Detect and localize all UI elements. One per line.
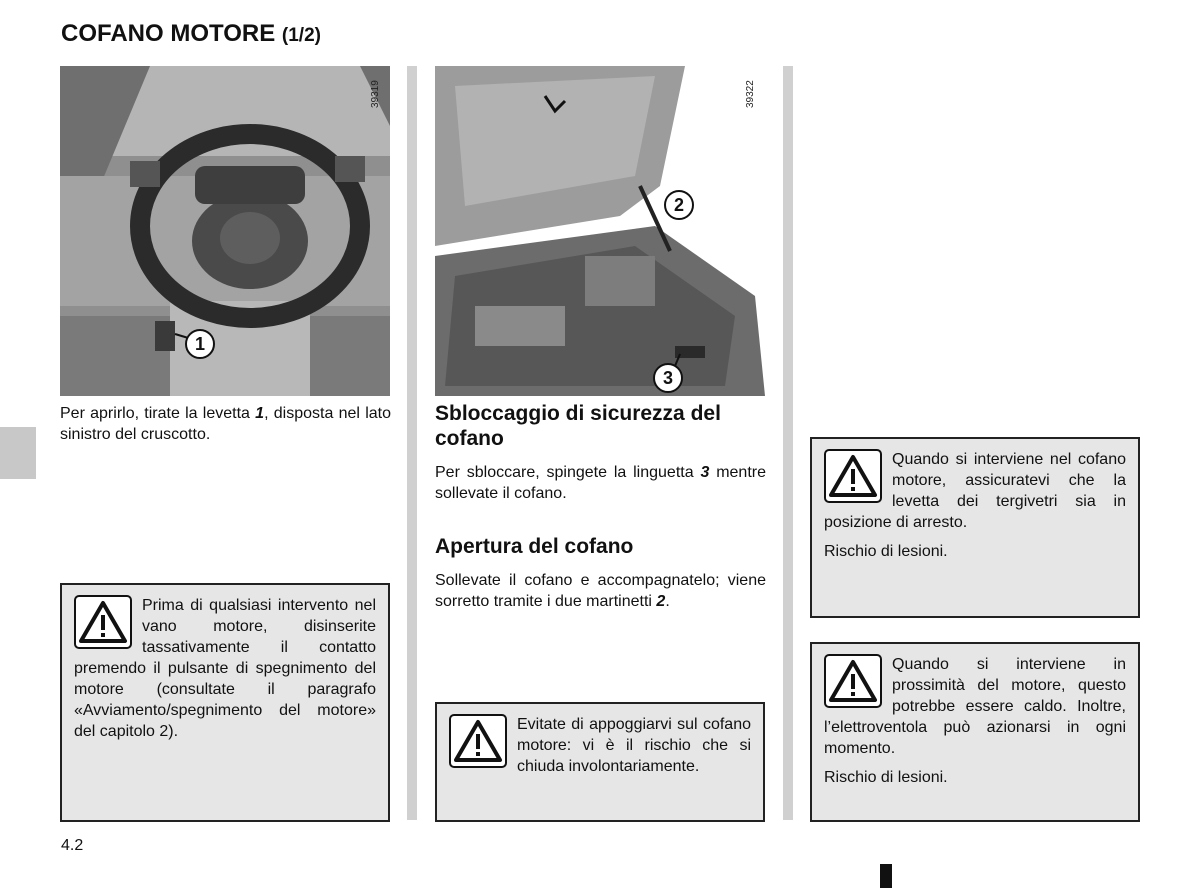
page-edge-marker xyxy=(880,864,892,888)
warning-triangle-icon xyxy=(449,714,507,768)
warning-text: Evitate di appoggiarvi sul cofano motore: vi è il rischio che si chiuda involontariamente. xyxy=(517,716,751,775)
section1-text-prefix: Per sbloccare, spingete la linguetta xyxy=(435,464,701,481)
left-paragraph xyxy=(60,403,391,445)
callout-marker-2: 2 xyxy=(664,190,694,220)
engine-bay-photo xyxy=(435,66,765,396)
left-text-suffix: , disposta nel lato sinistro del cruscotto. xyxy=(60,405,391,443)
chapter-tab-marker xyxy=(0,427,36,479)
title-main: COFANO MOTORE xyxy=(61,20,276,47)
callout-marker-1: 1 xyxy=(185,329,215,359)
photo-reference-number: 39319 xyxy=(370,80,381,108)
page-number: 4.2 xyxy=(61,837,84,854)
section-heading-safety-release: Sbloccaggio di sicurezza del cofano xyxy=(435,402,721,450)
title-part: (1/2) xyxy=(281,25,321,46)
section2-text-suffix: . xyxy=(665,593,670,610)
warning-text: Prima di qualsiasi intervento nel vano motore, disinserite tassativamente il contatto premendo il pulsante di spegnimento del motore (consultate il paragrafo «Avviamento/spegnimento del motore» del capitolo 2). xyxy=(74,597,376,740)
section2-text-ref: 2 xyxy=(656,593,666,610)
warning-triangle-icon xyxy=(74,595,132,649)
warning-triangle-icon xyxy=(824,449,882,503)
section1-text-ref: 3 xyxy=(700,464,710,481)
column-divider-right xyxy=(783,66,793,820)
warning-callout-wipers xyxy=(810,437,1140,618)
photo-reference-number: 39322 xyxy=(745,80,756,108)
dashboard-photo xyxy=(60,66,390,396)
callout-marker-3: 3 xyxy=(653,363,683,393)
section2-text-prefix: Sollevate il cofano e accompagnatelo; viene sorretto tramite i due martinetti xyxy=(435,572,766,610)
warning-risk-note: Rischio di lesioni. xyxy=(824,769,948,786)
left-text-ref: 1 xyxy=(255,405,265,422)
warning-text: Quando si interviene nel cofano motore, assicuratevi che la levetta dei tergivetri sia in posizione di arresto. xyxy=(824,451,1126,531)
warning-triangle-icon xyxy=(824,654,882,708)
warning-callout-ignition xyxy=(60,583,390,822)
section-heading-opening: Apertura del cofano xyxy=(435,535,634,558)
section-text-opening xyxy=(435,570,766,612)
warning-text: Quando si interviene in prossimità del motore, questo potrebbe essere caldo. Inoltre, l’elettroventola può azionarsi in ogni momento. xyxy=(824,656,1126,757)
section-text-safety-release xyxy=(435,462,766,504)
column-divider-left xyxy=(407,66,417,820)
warning-callout-hot-engine xyxy=(810,642,1140,822)
page-title xyxy=(61,20,321,48)
left-text-prefix: Per aprirlo, tirate la levetta xyxy=(60,405,256,422)
warning-callout-lean xyxy=(435,702,765,822)
section1-text-suffix: mentre sollevate il cofano. xyxy=(435,464,766,502)
warning-risk-note: Rischio di lesioni. xyxy=(824,543,948,560)
